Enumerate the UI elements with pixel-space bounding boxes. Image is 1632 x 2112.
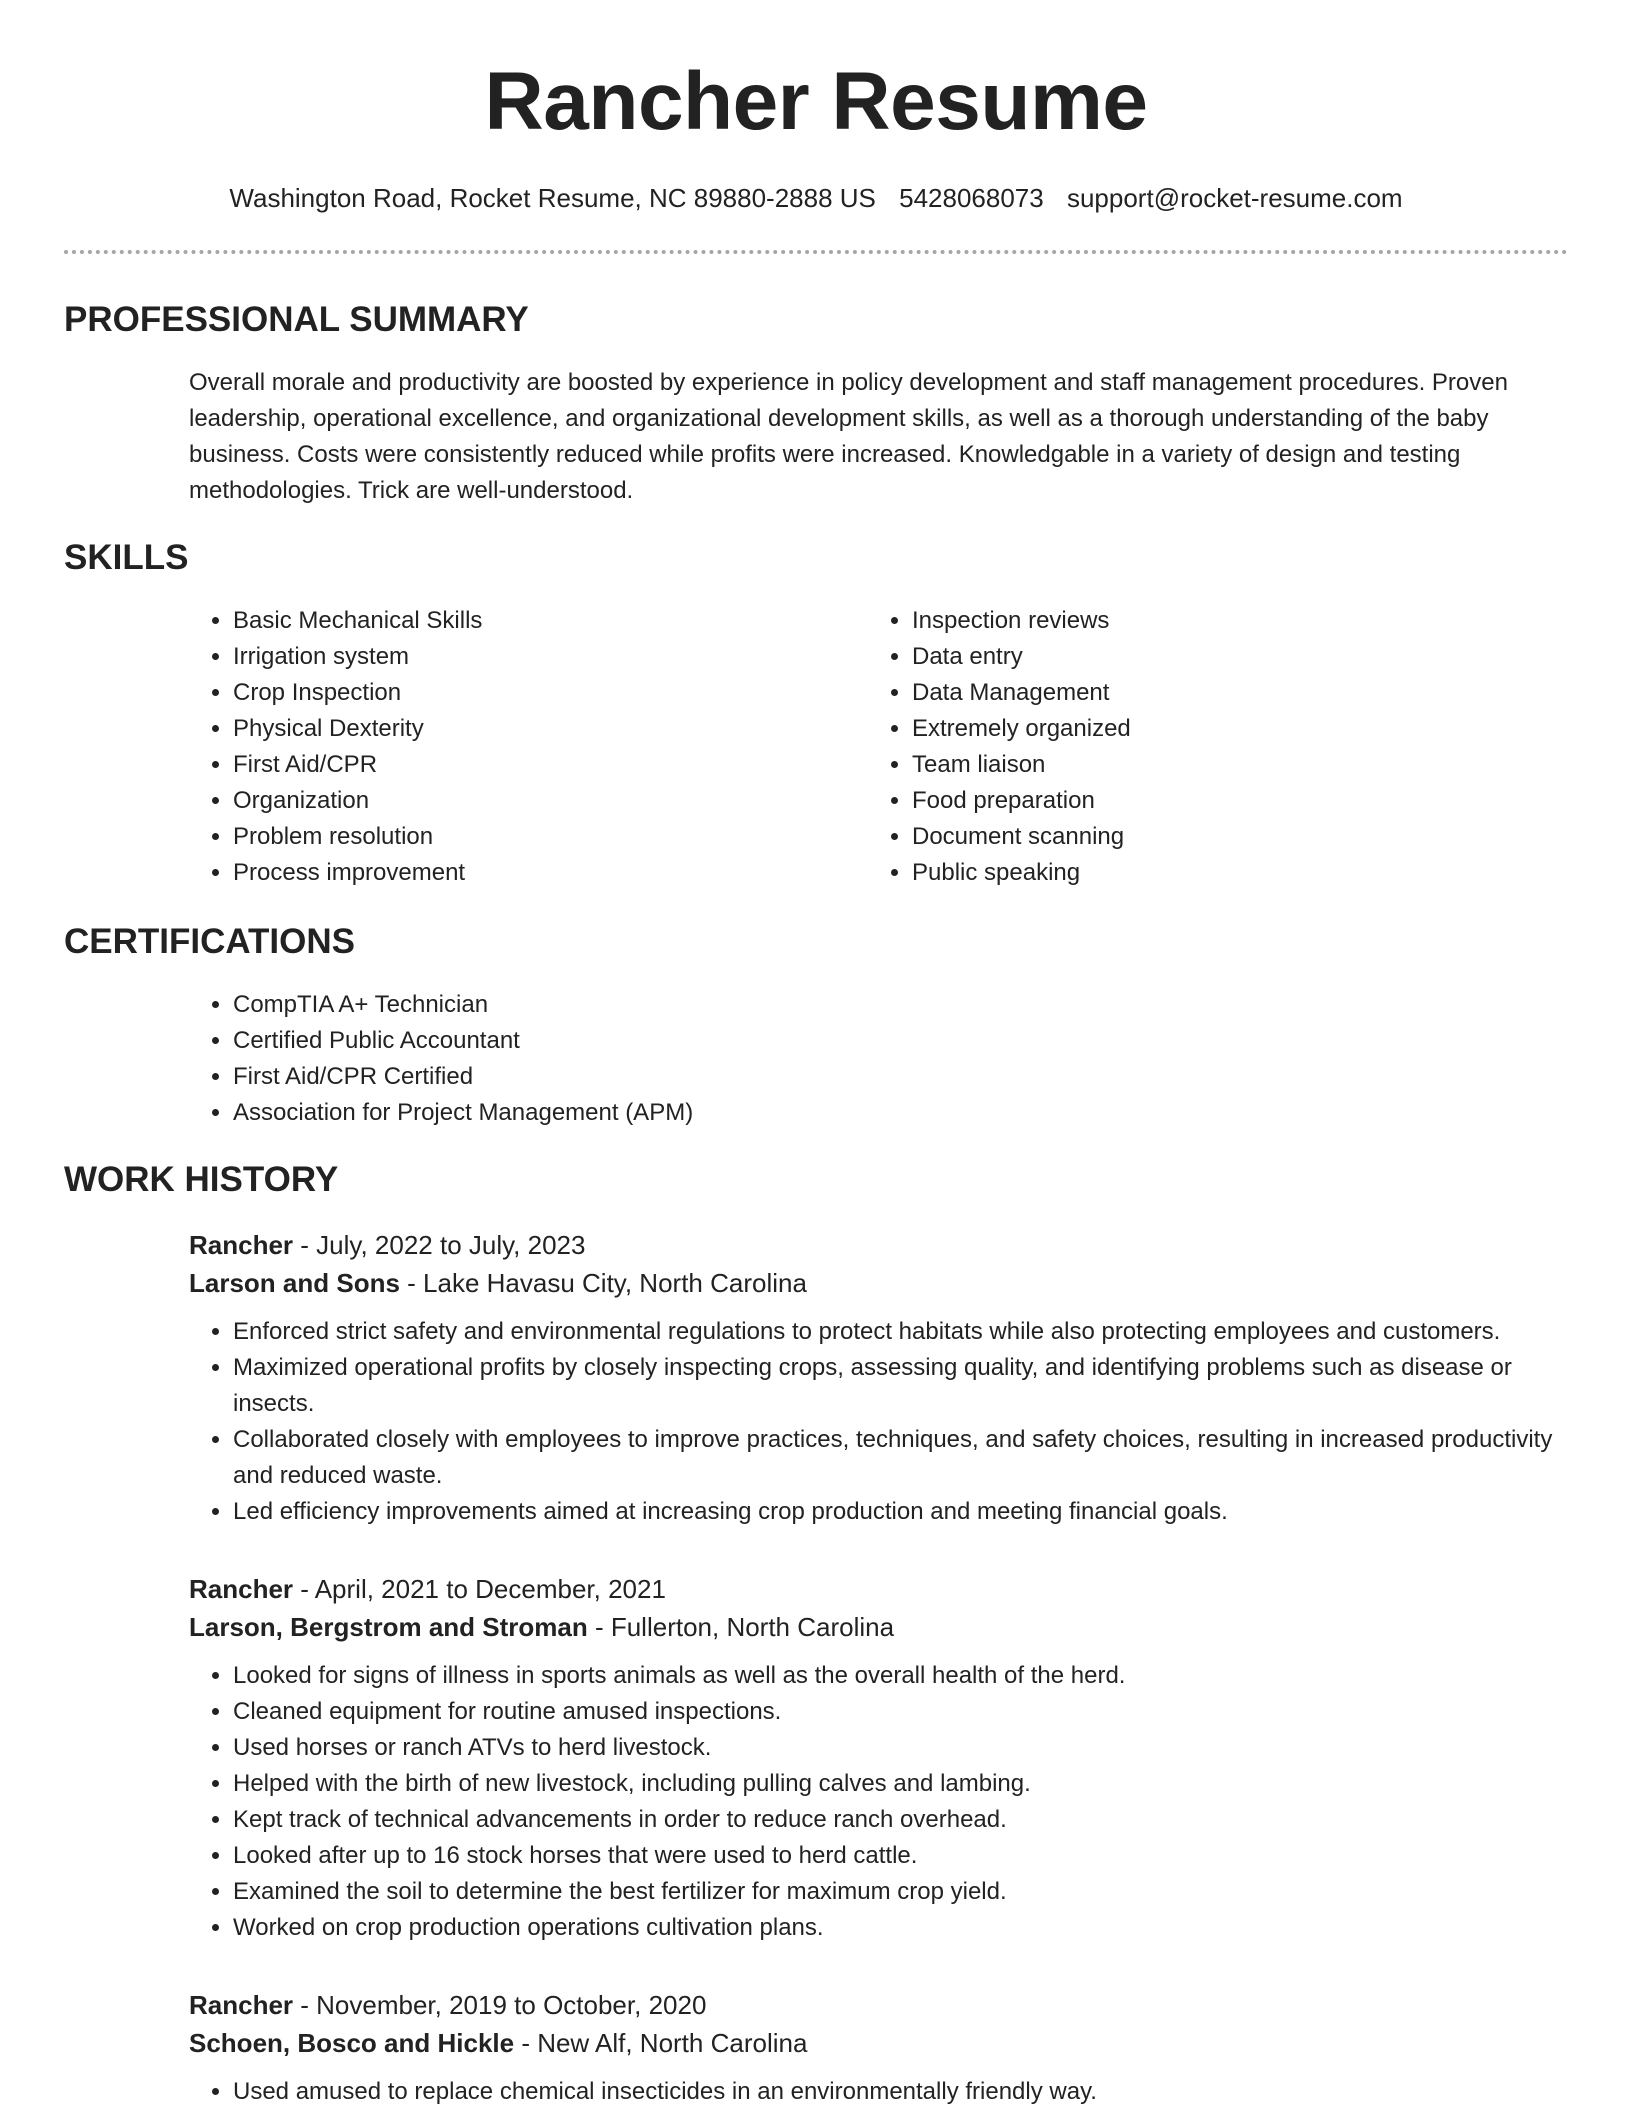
job-dates: - July, 2022 to July, 2023 <box>293 1230 586 1260</box>
job-location: - Lake Havasu City, North Carolina <box>399 1268 807 1298</box>
certifications-list <box>189 987 1489 1131</box>
skill-item: • Public speaking <box>912 855 1508 891</box>
skill-item: • Food preparation <box>912 783 1508 819</box>
job-role: Rancher <box>189 1990 294 2020</box>
skill-item: • Crop Inspection <box>233 675 829 711</box>
skills-heading: SKILLS <box>64 538 189 577</box>
job-bullet: • Looked after up to 16 stock horses that were used to herd cattle. <box>233 1838 1569 1874</box>
skill-item: • Data Management <box>912 675 1508 711</box>
skill-item: • Extremely organized <box>912 711 1508 747</box>
skill-item: • Organization <box>233 783 829 819</box>
job-title-line <box>189 1570 1569 1608</box>
job-company-line <box>189 1608 1569 1646</box>
certifications-heading: CERTIFICATIONS <box>64 922 356 961</box>
skill-item: • Inspection reviews <box>912 603 1508 639</box>
job-title-line <box>189 1226 1569 1264</box>
skills-column-right <box>868 603 1508 891</box>
work-history-heading: WORK HISTORY <box>64 1160 339 1199</box>
job-bullet: • Worked on crop production operations cultivation plans. <box>233 1910 1569 1946</box>
job-entry <box>189 1986 1569 2110</box>
job-entry <box>189 1570 1569 1946</box>
contact-line <box>0 180 1632 216</box>
contact-phone: 5428068073 <box>899 183 1044 213</box>
job-bullet: • Kept track of technical advancements in order to reduce ranch overhead. <box>233 1802 1569 1838</box>
job-bullet: • Collaborated closely with employees to improve practices, techniques, and safety choices, resulting in increased productivity and reduced waste. <box>233 1422 1569 1494</box>
job-entry <box>189 1226 1569 1530</box>
job-company: Larson and Sons <box>189 1268 400 1298</box>
job-bullet: • Maximized operational profits by closely inspecting crops, assessing quality, and identifying problems such as disease or insects. <box>233 1350 1569 1422</box>
job-location: - Fullerton, North Carolina <box>587 1612 895 1642</box>
job-company: Schoen, Bosco and Hickle <box>189 2028 515 2058</box>
job-bullet: • Examined the soil to determine the best fertilizer for maximum crop yield. <box>233 1874 1569 1910</box>
certification-item: • First Aid/CPR Certified <box>233 1059 1489 1095</box>
skill-item: • Physical Dexterity <box>233 711 829 747</box>
job-bullet: • Enforced strict safety and environmental regulations to protect habitats while also protecting employees and customers. <box>233 1314 1569 1350</box>
certification-item: • Association for Project Management (APM) <box>233 1095 1489 1131</box>
job-bullet: • Led efficiency improvements aimed at increasing crop production and meeting financial goals. <box>233 1494 1569 1530</box>
skill-item: • Process improvement <box>233 855 829 891</box>
job-company: Larson, Bergstrom and Stroman <box>189 1612 588 1642</box>
job-bullet: • Cleaned equipment for routine amused inspections. <box>233 1694 1569 1730</box>
skill-item: • Document scanning <box>912 819 1508 855</box>
skill-item: • First Aid/CPR <box>233 747 829 783</box>
job-bullet: • Used amused to replace chemical insecticides in an environmentally friendly way. <box>233 2074 1569 2110</box>
certification-item: • CompTIA A+ Technician <box>233 987 1489 1023</box>
job-role: Rancher <box>189 1574 294 1604</box>
header-divider <box>64 250 1568 254</box>
job-bullet: • Used horses or ranch ATVs to herd livestock. <box>233 1730 1569 1766</box>
job-location: - New Alf, North Carolina <box>514 2028 808 2058</box>
skills-column-left <box>189 603 829 891</box>
skill-item: • Problem resolution <box>233 819 829 855</box>
summary-heading: PROFESSIONAL SUMMARY <box>64 300 529 339</box>
job-bullet: • Helped with the birth of new livestock, including pulling calves and lambing. <box>233 1766 1569 1802</box>
job-role: Rancher <box>189 1230 294 1260</box>
resume-title: Rancher Resume <box>484 56 1148 147</box>
summary-text: Overall morale and productivity are boosted by experience in policy development and staff management procedures. Proven leadership, operational excellence, and organizational development skills, as well as a thorough understanding of the baby business. Costs were consistently reduced while profits were increased. Knowledgable in a variety of design and testing methodologies. Trick are well-understood. <box>189 369 1508 504</box>
job-dates: - November, 2019 to October, 2020 <box>293 1990 707 2020</box>
job-company-line <box>189 2024 1569 2062</box>
contact-address: Washington Road, Rocket Resume, NC 89880-2888 US <box>229 183 876 213</box>
job-company-line <box>189 1264 1569 1302</box>
skill-item: • Data entry <box>912 639 1508 675</box>
job-dates: - April, 2021 to December, 2021 <box>293 1574 666 1604</box>
skill-item: • Team liaison <box>912 747 1508 783</box>
skill-item: • Irrigation system <box>233 639 829 675</box>
skill-item: • Basic Mechanical Skills <box>233 603 829 639</box>
certification-item: • Certified Public Accountant <box>233 1023 1489 1059</box>
job-bullet: • Looked for signs of illness in sports animals as well as the overall health of the herd. <box>233 1658 1569 1694</box>
job-title-line <box>189 1986 1569 2024</box>
contact-email: support@rocket-resume.com <box>1066 183 1403 213</box>
